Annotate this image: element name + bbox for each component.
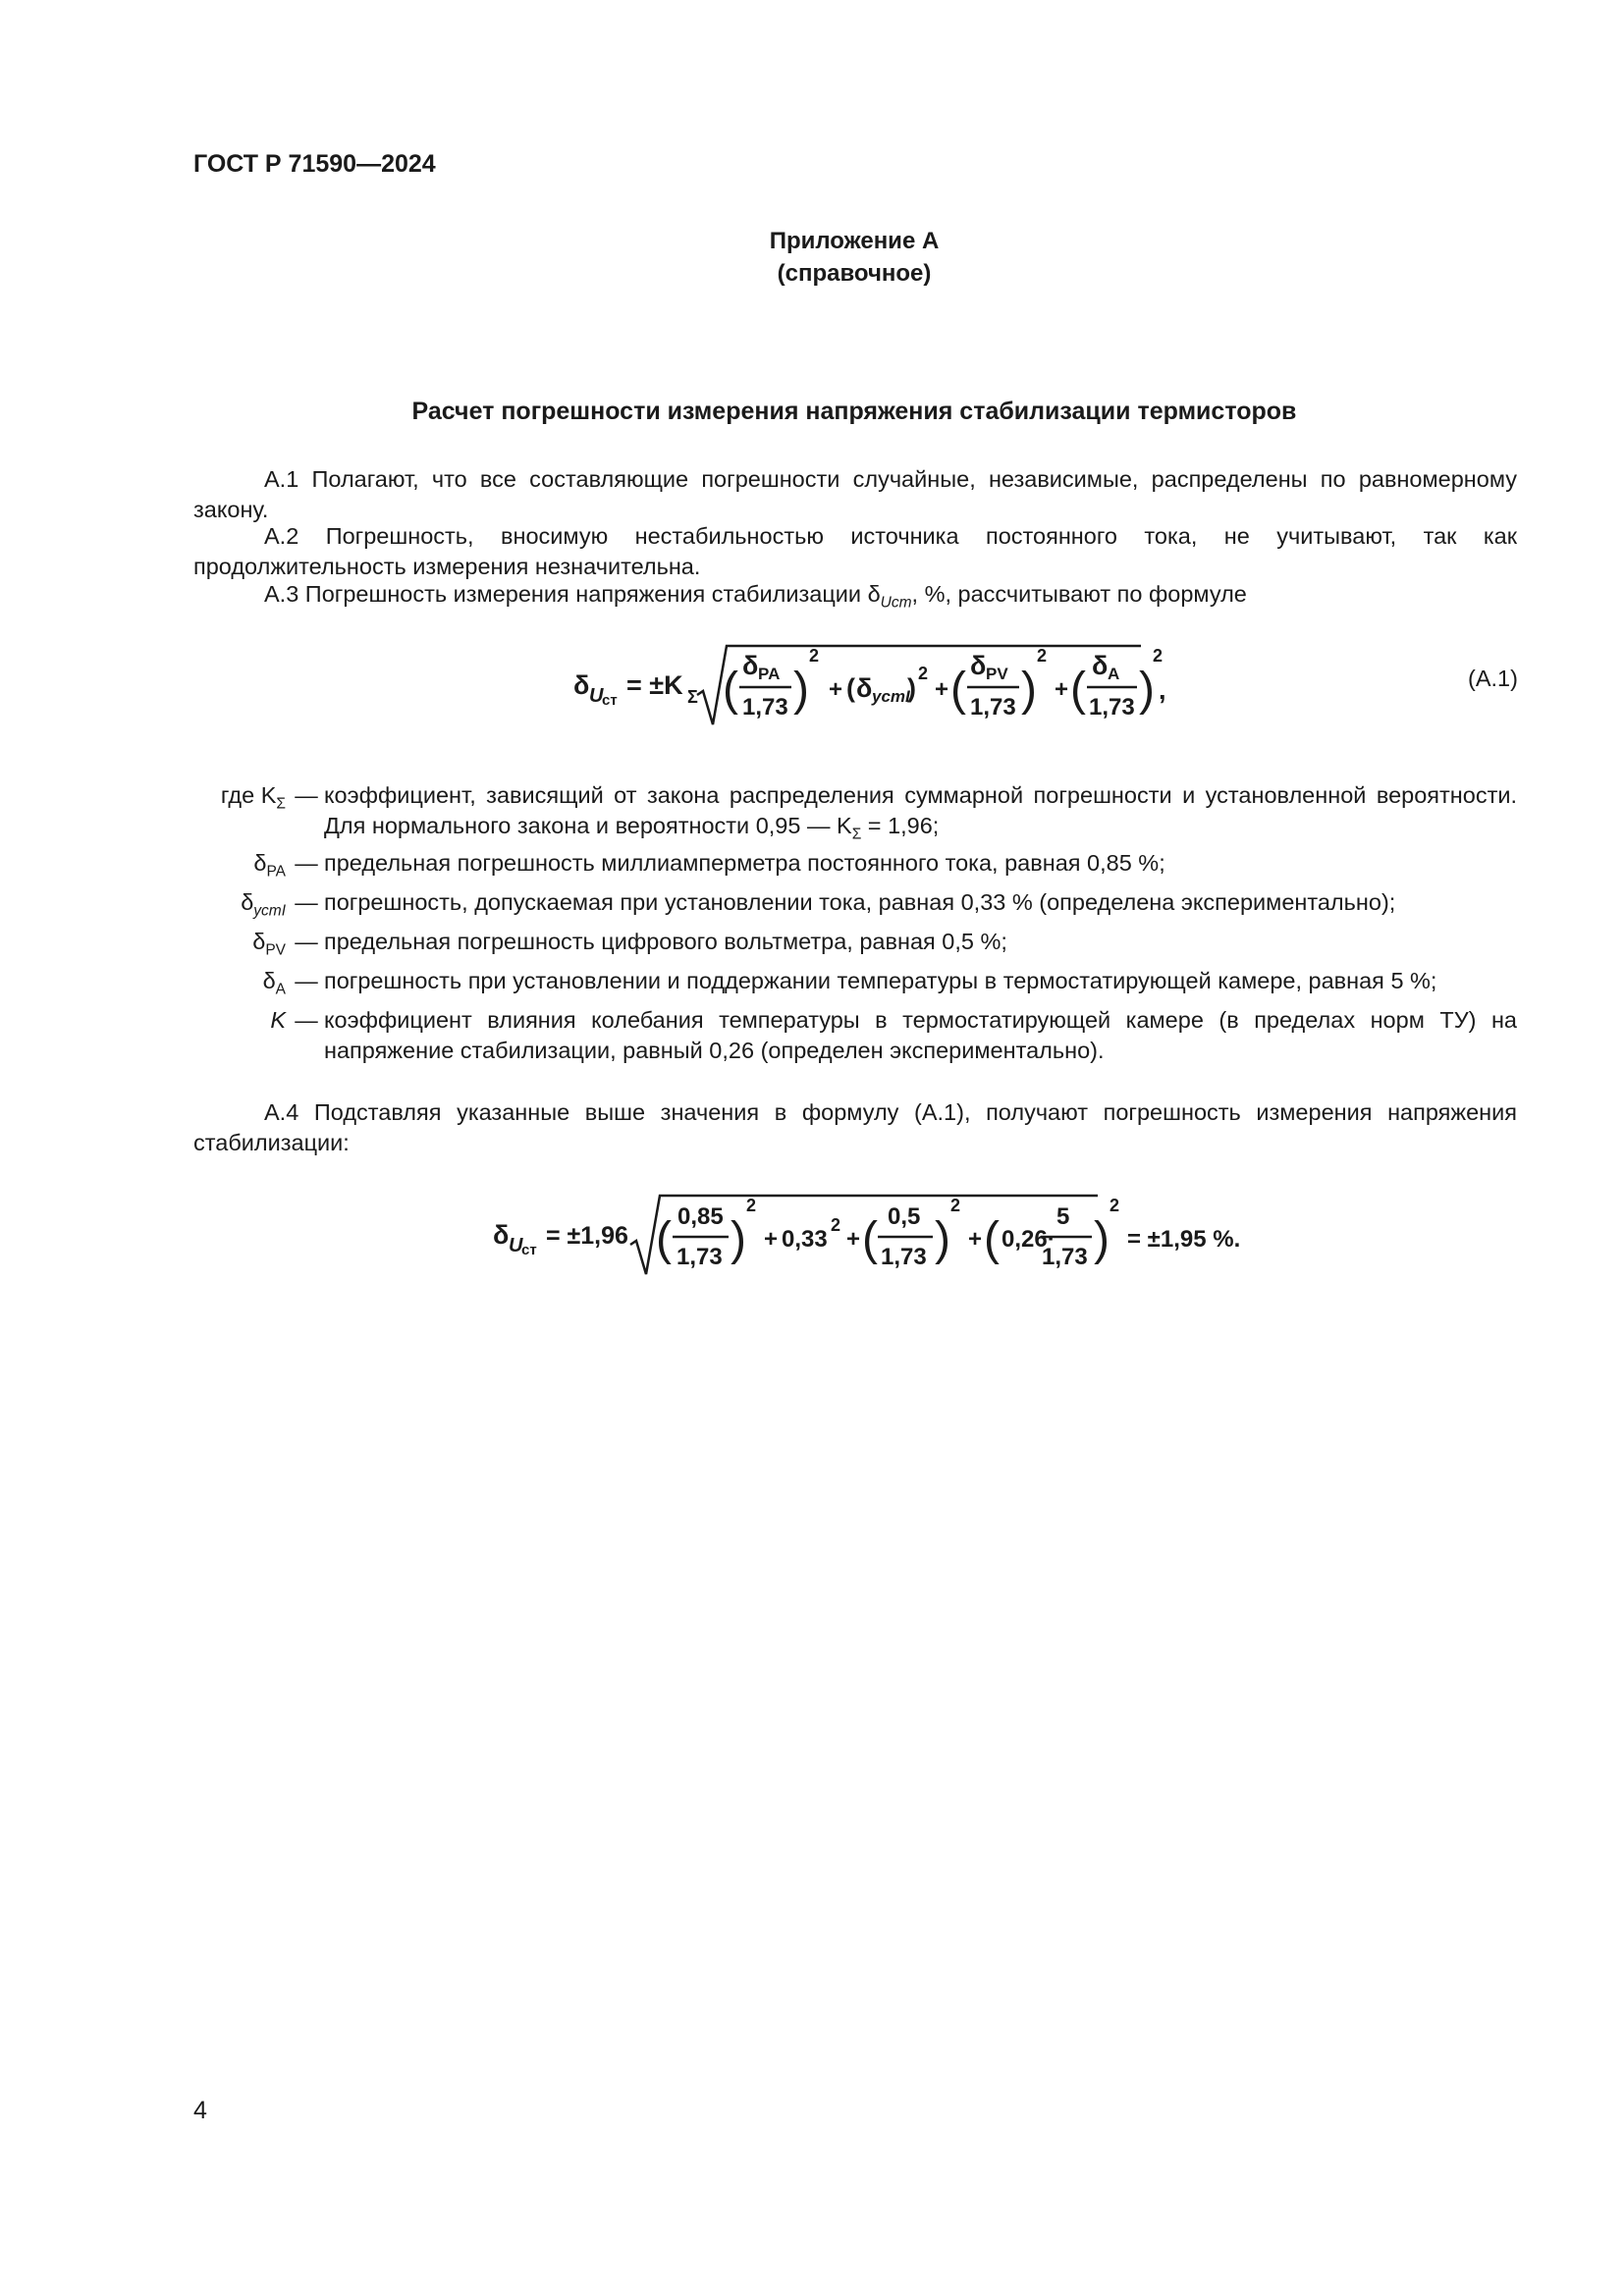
f1-lhs-sub: ст	[602, 692, 618, 709]
f1-plus-2: +	[935, 676, 949, 703]
f1-t3-exp: 2	[1037, 646, 1048, 666]
f1-plus-3: +	[1055, 676, 1069, 703]
f1-paren-close-4: )	[1139, 664, 1155, 716]
f1-t2-paren-open: (	[846, 673, 855, 703]
f1-paren-open-1: (	[723, 664, 738, 716]
paragraph-a4: А.4 Подставляя указанные выше значения в формулу (А.1), получают погрешность измерения напряжения стабилизации:	[193, 1099, 1517, 1155]
f1-t1-num-sub: PA	[758, 665, 781, 683]
formula-calculation	[481, 1178, 1247, 1286]
f1-lhs-delta: δ	[573, 670, 590, 700]
f2-plus-2: +	[846, 1226, 861, 1253]
paragraph-a2: А.2 Погрешность, вносимую нестабильностью источника постоянного тока, не учитывают, так как продолжительность измерения незначительна.	[193, 523, 1517, 579]
f1-t1-den: 1,73	[742, 694, 788, 721]
formula-a1-number: (А.1)	[1468, 666, 1518, 691]
definition-dash: —	[295, 968, 318, 993]
page-number: 4	[193, 2097, 207, 2124]
document-standard-number: ГОСТ Р 71590—2024	[193, 150, 436, 178]
f2-paren-close-1: )	[731, 1213, 746, 1265]
f1-t4-num: δ	[1092, 651, 1109, 680]
a3-text-end: , %, рассчитывают по формуле	[911, 581, 1247, 607]
annex-title: Приложение А	[769, 228, 940, 254]
f2-t2-den: 1,73	[881, 1244, 927, 1270]
f2-lhs-sub-u: U	[509, 1235, 523, 1256]
definition-dash: —	[295, 850, 318, 876]
a3-subscript: Uст	[880, 594, 912, 612]
f2-t2-num: 0,5	[888, 1203, 921, 1230]
f2-lhs-delta: δ	[493, 1220, 510, 1250]
a3-text-start: А.3 Погрешность измерения напряжения стабилизации δ	[264, 581, 881, 607]
definition-desc: коэффициент влияния колебания температуры в термостатирующей камере (в пределах норм ТУ) на напряжение стабилизации, равный 0,26 (определен экспериментально).	[324, 1007, 1517, 1063]
f1-paren-close-1: )	[793, 664, 809, 716]
f2-eq-coef: = ±1,96	[546, 1222, 628, 1250]
f1-t2-sub: устI	[872, 687, 910, 706]
f2-t1-num: 0,85	[677, 1203, 724, 1230]
f2-plus-1: +	[764, 1226, 779, 1253]
definition-term: $\delta_{PV}$	[252, 929, 286, 959]
f1-plus-1: +	[829, 676, 843, 703]
f1-t2: δ	[856, 673, 873, 703]
f2-plus-3: +	[968, 1226, 983, 1253]
definition-k	[193, 1005, 1517, 1066]
f2-paren-close-2: )	[935, 1213, 950, 1265]
definition-desc: погрешность, допускаемая при установлении тока, равная 0,33 % (определена экспериментально);	[324, 889, 1396, 915]
definition-desc: погрешность при установлении и поддержании температуры в термостатирующей камере, равная 5 %;	[324, 968, 1437, 993]
f1-t4-exp: 2	[1153, 646, 1164, 666]
definition-dash: —	[295, 1007, 318, 1033]
f1-paren-open-3: (	[950, 664, 966, 716]
annex-status: (справочное)	[777, 260, 932, 287]
f2-paren-close-3: )	[1094, 1213, 1110, 1265]
f1-t2-exp: 2	[918, 664, 929, 683]
f2-t1-exp: 2	[746, 1196, 757, 1215]
f2-paren-open-3: (	[984, 1213, 1000, 1265]
f2-lhs-sub: ст	[521, 1242, 537, 1258]
definition-desc: коэффициент, зависящий от закона распределения суммарной погрешности и установленной вероятности. Для нормального закона и вероятности 0,95 — $K_\Sigma = 1,96$;	[324, 782, 1517, 843]
definition-dash: —	[295, 889, 318, 915]
definition-term: $\delta_{PA}$	[253, 850, 286, 881]
definition-k-sigma	[193, 780, 1517, 841]
f2-t2-exp: 2	[950, 1196, 961, 1215]
f1-paren-close-3: )	[1021, 664, 1037, 716]
definition-term: $\delta_A$	[262, 968, 286, 998]
f1-k-sub: Σ	[687, 687, 698, 707]
f2-middle-exp: 2	[831, 1215, 841, 1235]
paragraph-a3	[193, 579, 1517, 610]
f2-t3-den: 1,73	[1042, 1244, 1088, 1270]
f2-middle: 0,33	[782, 1226, 828, 1253]
f1-t1-exp: 2	[809, 646, 820, 666]
f1-t3-den: 1,73	[970, 694, 1016, 721]
f2-paren-open-2: (	[862, 1213, 878, 1265]
f1-lhs-sub-u: U	[589, 685, 604, 707]
f1-t4-num-sub: A	[1108, 665, 1120, 683]
f1-pm-k: = ±K	[626, 670, 683, 700]
f2-t3-num: 5	[1056, 1203, 1070, 1230]
definition-desc: предельная погрешность цифрового вольтметра, равная 0,5 %;	[324, 929, 1007, 954]
f1-paren-open-4: (	[1070, 664, 1086, 716]
formula-a1	[550, 628, 1178, 736]
definition-dash: —	[295, 782, 318, 808]
definition-term: $\delta_{устI}$	[241, 889, 286, 920]
definition-term: где $K_\Sigma$	[220, 782, 286, 813]
f2-t3-coef: 0,26·	[1001, 1226, 1056, 1253]
f1-t2-paren-close: )	[907, 673, 916, 703]
f2-result: = ±1,95 %.	[1127, 1226, 1241, 1253]
definition-dash: —	[295, 929, 318, 954]
f2-t1-den: 1,73	[677, 1244, 723, 1270]
definition-term: K	[270, 1007, 286, 1033]
f1-t4-den: 1,73	[1089, 694, 1135, 721]
f1-t3-num-sub: PV	[986, 665, 1008, 683]
paragraph-a1: А.1 Полагают, что все составляющие погрешности случайные, независимые, распределены по равномерному закону.	[193, 466, 1517, 522]
f2-paren-open-1: (	[656, 1213, 672, 1265]
f1-t3-num: δ	[970, 651, 987, 680]
f1-t1-num: δ	[742, 651, 759, 680]
section-title: Расчет погрешности измерения напряжения стабилизации термисторов	[411, 398, 1297, 425]
f2-t3-exp: 2	[1110, 1196, 1120, 1215]
f1-comma: ,	[1159, 675, 1166, 705]
definition-desc: предельная погрешность миллиамперметра постоянного тока, равная 0,85 %;	[324, 850, 1165, 876]
